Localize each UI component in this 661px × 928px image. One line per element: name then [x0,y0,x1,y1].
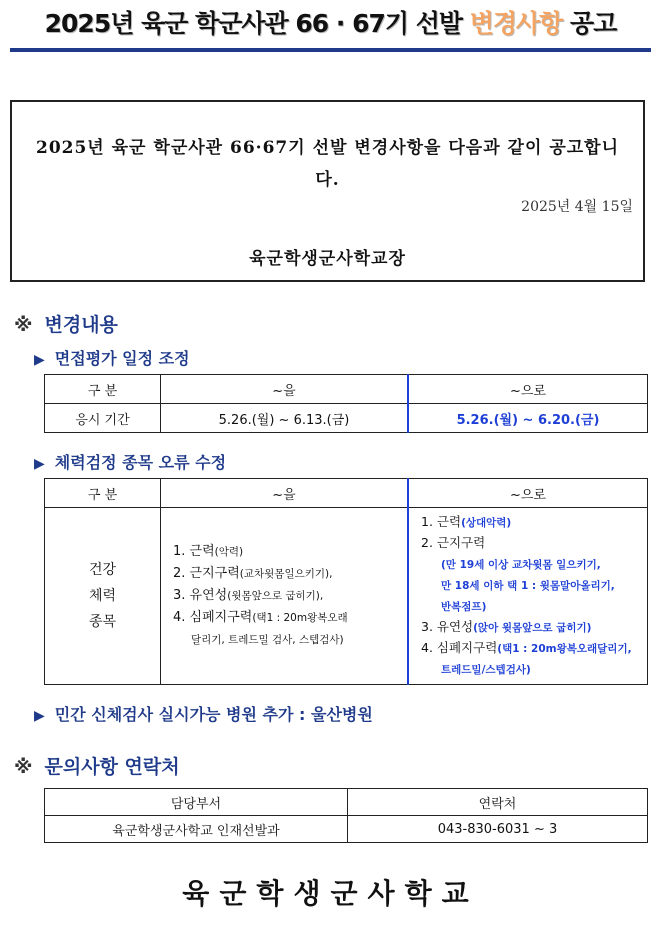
list-item: 3. 유연성(윗몸앞으로 굽히기), [173,588,324,603]
contact-phone: 043-830-6031 ~ 3 [348,816,648,843]
fitness-test-table [44,478,648,685]
notice-signature: 육군학생군사학교장 [249,249,406,269]
list-item: 반복점프) [441,601,487,613]
list-item: 1. 근력(악력) [173,544,244,559]
sub1-title: 면접평가 일정 조정 [54,349,190,368]
table-header: ~으로 [408,479,648,508]
triangle-right-icon: ▶ [34,708,45,724]
new-items [408,508,648,685]
table-header: ~을 [161,375,409,404]
row-label: 응시 기간 [45,404,161,433]
interview-schedule-table [44,374,648,433]
triangle-right-icon: ▶ [34,456,45,472]
list-item: 1. 근력(상대악력) [421,514,512,529]
table-header: ~으로 [408,375,648,404]
list-item: 3. 유연성(앉아 윗몸앞으로 굽히기) [421,619,592,634]
title-highlight: 변경사항 [469,9,563,38]
triangle-right-icon: ▶ [34,352,45,368]
section-change-title: 변경내용 [44,314,118,336]
list-item: 4. 심폐지구력(택1 : 20m왕복오래달리기, [421,640,632,655]
sub2-title: 체력검정 종목 오류 수정 [54,453,227,472]
table-header: ~을 [161,479,409,508]
new-value: 5.26.(월) ~ 6.20.(금) [408,404,648,433]
title-part1: 2025년 육군 학군사관 66 · 67기 선발 [44,9,470,38]
footer-org-name: 육군학생군사학교 [182,877,479,910]
row-label: 건강 체력 종목 [45,508,161,685]
section-contact-title: 문의사항 연락처 [44,756,180,778]
contact-table [44,788,648,843]
title-part2: 공고 [562,9,617,38]
notice-box [10,100,645,282]
old-items [161,508,409,685]
sub3-heading [34,702,373,725]
reference-mark-icon: ※ [14,756,33,778]
table-header: 연락처 [348,789,648,816]
list-item: 4. 심폐지구력(택1 : 20m왕복오래 [173,610,348,625]
table-header: 담당부서 [45,789,348,816]
old-value: 5.26.(월) ~ 6.13.(금) [161,404,409,433]
notice-date: 2025년 4월 15일 [521,199,633,215]
sub2-heading [34,450,226,473]
reference-mark-icon: ※ [14,314,33,336]
sub3-title: 민간 신체검사 실시가능 병원 추가 : 울산병원 [54,705,373,724]
sub1-heading [34,346,190,369]
notice-body: 2025년 육군 학군사관 66·67기 선발 변경사항을 다음과 같이 공고합니다. [35,138,620,190]
list-item: 2. 근지구력 [421,535,486,550]
list-item: (만 19세 이상 교차윗몸 일으키기, [441,559,601,571]
section-contact-heading [14,752,180,779]
section-change-heading [14,310,118,337]
list-item: 트레드밀/스텝검사) [441,664,531,676]
list-item: 달리기, 트레드밀 검사, 스텝검사) [191,634,344,646]
table-header: 구 분 [45,375,161,404]
list-item: 2. 근지구력(교차윗몸일으키기), [173,566,333,581]
table-header: 구 분 [45,479,161,508]
page-title [10,4,651,52]
list-item: 만 18세 이하 택 1 : 윗몸말아올리기, [441,580,615,592]
contact-dept: 육군학생군사학교 인재선발과 [45,816,348,843]
